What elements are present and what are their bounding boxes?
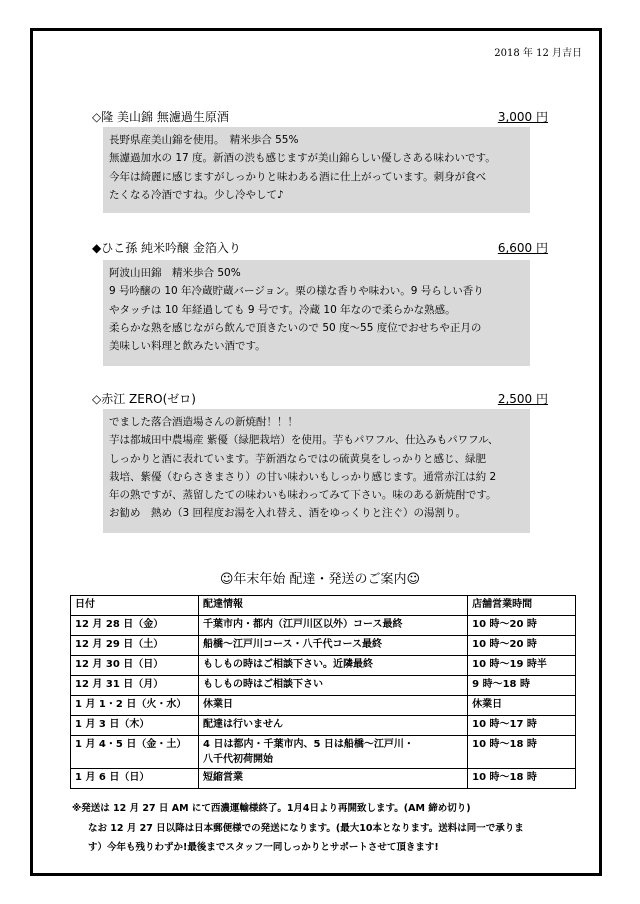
delivery-cell: 船橋～江戸川コース・八千代コース最終: [199, 636, 468, 656]
table-row: [71, 736, 576, 769]
product-description: [103, 127, 530, 213]
product-description: [103, 260, 530, 366]
column-header: 配達情報: [199, 596, 468, 616]
description-line: 無濾過加水の 17 度。新酒の渋も感じますが美山錦らしい優しさある味わいです。: [109, 152, 496, 165]
hours-cell: 休業日: [468, 696, 576, 716]
delivery-cell: もしもの時はご相談下さい: [199, 676, 468, 696]
table-row: [71, 716, 576, 736]
description-line: 今年は綺麗に感じますがしっかりと味わある酒に仕上がっています。刺身が食べ: [109, 170, 487, 183]
description-line: やタッチは 10 年経過しても 9 号です。冷蔵 10 年なので柔らかな熟感。: [109, 303, 456, 316]
schedule-table: [70, 595, 576, 789]
delivery-cell: 配達は行いません: [199, 716, 468, 736]
product-price: 2,500 円: [497, 392, 548, 406]
date-cell: 12 月 31 日（月）: [71, 676, 199, 696]
description-line: 阿波山田錦 精米歩合 50%: [109, 267, 241, 279]
product-name: ◇赤江 ZERO(ゼロ): [92, 392, 196, 406]
shipping-note: す）今年も残りわずか!最後までスタッフ一同しっかりとサポートさせて頂きます!: [88, 842, 439, 853]
hours-cell: 10 時～17 時: [468, 716, 576, 736]
table-row: [71, 769, 576, 789]
description-line: 美味しい料理と飲みたい酒です。: [109, 340, 266, 353]
shipping-note: ※発送は 12 月 27 日 AM にて西濃運輸様終了。1月4日より再開致します。(AM 締め切り): [72, 803, 471, 814]
issue-date: 2018 年 12 月吉日: [494, 48, 582, 59]
column-header: 日付: [71, 596, 199, 616]
description-line: お勧め 熱め（3 回程度お湯を入れ替え、酒をゆっくりと注ぐ）の湯割り。: [109, 507, 467, 520]
hours-cell: 10 時～20 時: [468, 636, 576, 656]
hours-cell: 10 時～18 時: [468, 769, 576, 789]
schedule-title: ☺年末年始 配達・発送のご案内☺: [219, 572, 421, 587]
description-line: 長野県産美山錦を使用。 精米歩合 55%: [109, 134, 299, 146]
description-line: 年の熟ですが、蒸留したての味わいも味わってみて下さい。味のある新焼酎です。: [109, 489, 497, 502]
hours-cell: 10 時～19 時半: [468, 656, 576, 676]
date-cell: 1 月 6 日（日）: [71, 769, 199, 789]
product-description: [103, 409, 530, 533]
table-row: [71, 676, 576, 696]
table-row: [71, 636, 576, 656]
date-cell: 12 月 29 日（土）: [71, 636, 199, 656]
delivery-cell: 千葉市内・都内（江戸川区以外）コース最終: [199, 616, 468, 636]
date-cell: 1 月 4・5 日（金・土）: [71, 736, 199, 769]
hours-cell: 10 時～20 時: [468, 616, 576, 636]
hours-cell: 9 時～18 時: [468, 676, 576, 696]
table-row: [71, 616, 576, 636]
shipping-note: なお 12 月 27 日以降は日本郵便様での発送になります。(最大10本となります。送料は同一で承りま: [88, 823, 524, 834]
description-line: 9 号吟醸の 10 年冷蔵貯蔵バージョン。栗の様な香りや味わい。9 号らしい香り: [109, 285, 484, 298]
description-line: たくなる冷酒ですね。少し冷やして♪: [109, 188, 284, 201]
date-cell: 12 月 28 日（金）: [71, 616, 199, 636]
delivery-cell: もしもの時はご相談下さい。近隣最終: [199, 656, 468, 676]
table-header-row: [71, 596, 576, 616]
delivery-cell: 短縮営業: [199, 769, 468, 789]
description-line: 芋は都城田中農場産 紫優（緑肥栽培）を使用。芋もパワフル、仕込みもパワフル、: [109, 434, 499, 447]
description-line: 柔らかな熟を感じながら飲んで頂きたいので 50 度～55 度位でおせちや正月の: [109, 321, 482, 334]
product-price: 6,600 円: [497, 241, 548, 255]
product-name: ◆ひこ孫 純米吟醸 金箔入り: [92, 241, 241, 255]
table-row: [71, 656, 576, 676]
column-header: 店舗営業時間: [468, 596, 576, 616]
table-row: [71, 696, 576, 716]
date-cell: 1 月 1・2 日（火・水）: [71, 696, 199, 716]
delivery-cell: 休業日: [199, 696, 468, 716]
date-cell: 1 月 3 日（木）: [71, 716, 199, 736]
hours-cell: 10 時～18 時: [468, 736, 576, 769]
delivery-cell: 4 日は都内・千葉市内、5 日は船橋～江戸川・ 八千代初荷開始: [199, 736, 468, 769]
description-line: でました落合酒造場さんの新焼酎！！！: [109, 416, 298, 428]
product-name: ◇隆 美山錦 無濾過生原酒: [92, 110, 229, 124]
description-line: 栽培、紫優（むらさきまさり）の甘い味わいもしっかり感じます。通常赤江は約 2: [109, 470, 497, 483]
product-price: 3,000 円: [497, 110, 548, 124]
date-cell: 12 月 30 日（日）: [71, 656, 199, 676]
description-line: しっかりと酒に表れています。芋新酒ならではの硫黄臭をしっかりと感じ、緑肥: [109, 452, 487, 465]
